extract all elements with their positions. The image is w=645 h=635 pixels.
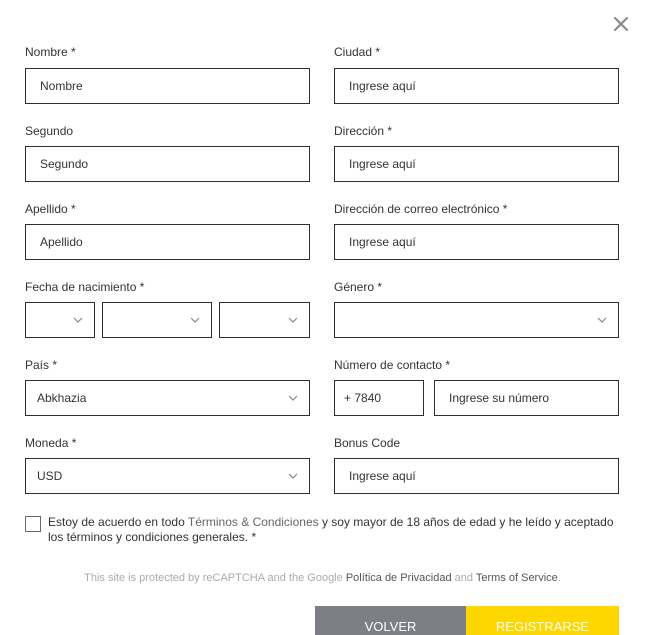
birth-month-select[interactable] — [102, 302, 212, 338]
address-label: Dirección * — [334, 124, 393, 138]
terms-checkbox[interactable] — [25, 516, 41, 532]
country-select[interactable] — [25, 380, 310, 416]
chevron-down-icon — [288, 393, 298, 403]
phone-prefix-input[interactable] — [334, 380, 424, 416]
recaptcha-end: . — [557, 572, 561, 584]
email-label: Dirección de correo electrónico * — [334, 202, 508, 216]
phone-number-input[interactable] — [434, 380, 619, 416]
terms-text — [48, 515, 618, 545]
phone-number-placeholder: Ingrese su número — [449, 391, 550, 405]
gender-label: Género * — [334, 280, 383, 294]
bonus-code-label: Bonus Code — [334, 436, 401, 450]
back-button[interactable]: VOLVER — [315, 606, 466, 635]
birth-date-label: Fecha de nacimiento * — [25, 280, 145, 294]
first-name-placeholder: Nombre — [40, 79, 83, 93]
register-button[interactable]: REGISTRARSE — [466, 606, 619, 635]
city-placeholder: Ingrese aquí — [349, 79, 416, 93]
currency-label: Moneda * — [25, 436, 77, 450]
recaptcha-text: This site is protected by reCAPTCHA and the Google — [84, 572, 346, 584]
birth-year-select[interactable] — [219, 302, 310, 338]
currency-value: USD — [37, 469, 63, 483]
terms-of-service-link[interactable]: Terms of Service — [475, 572, 558, 584]
country-value: Abkhazia — [37, 391, 87, 405]
middle-name-placeholder: Segundo — [40, 157, 89, 171]
last-name-placeholder: Apellido — [40, 235, 83, 249]
chevron-down-icon — [597, 315, 607, 325]
chevron-down-icon — [288, 471, 298, 481]
last-name-input[interactable] — [25, 224, 310, 260]
email-placeholder: Ingrese aquí — [349, 235, 416, 249]
close-button[interactable] — [611, 14, 631, 34]
terms-text-before: Estoy de acuerdo en todo — [48, 515, 188, 529]
bonus-code-placeholder: Ingrese aquí — [349, 469, 416, 483]
city-input[interactable] — [334, 68, 619, 104]
country-label: País * — [25, 358, 58, 372]
city-label: Ciudad * — [334, 45, 381, 59]
middle-name-label: Segundo — [25, 124, 74, 138]
bonus-code-input[interactable] — [334, 458, 619, 494]
email-input[interactable] — [334, 224, 619, 260]
recaptcha-and: and — [451, 572, 476, 584]
middle-name-input[interactable] — [25, 146, 310, 182]
first-name-label: Nombre * — [25, 45, 76, 59]
close-icon — [611, 14, 631, 34]
recaptcha-notice — [0, 572, 645, 584]
terms-link[interactable]: Términos & Condiciones — [187, 515, 319, 529]
currency-select[interactable] — [25, 458, 310, 494]
gender-select[interactable] — [334, 302, 619, 338]
phone-prefix-value: + 7840 — [344, 391, 382, 405]
address-input[interactable] — [334, 146, 619, 182]
birth-day-select[interactable] — [25, 302, 95, 338]
privacy-policy-link[interactable]: Política de Privacidad — [345, 572, 452, 584]
chevron-down-icon — [288, 315, 298, 325]
address-placeholder: Ingrese aquí — [349, 157, 416, 171]
chevron-down-icon — [73, 315, 83, 325]
last-name-label: Apellido * — [25, 202, 76, 216]
terms-text-after: y soy mayor de 18 años de edad y he leído y aceptado los términos y condiciones generales. * — [48, 515, 614, 544]
chevron-down-icon — [190, 315, 200, 325]
phone-label: Número de contacto * — [334, 358, 451, 372]
first-name-input[interactable] — [25, 68, 310, 104]
